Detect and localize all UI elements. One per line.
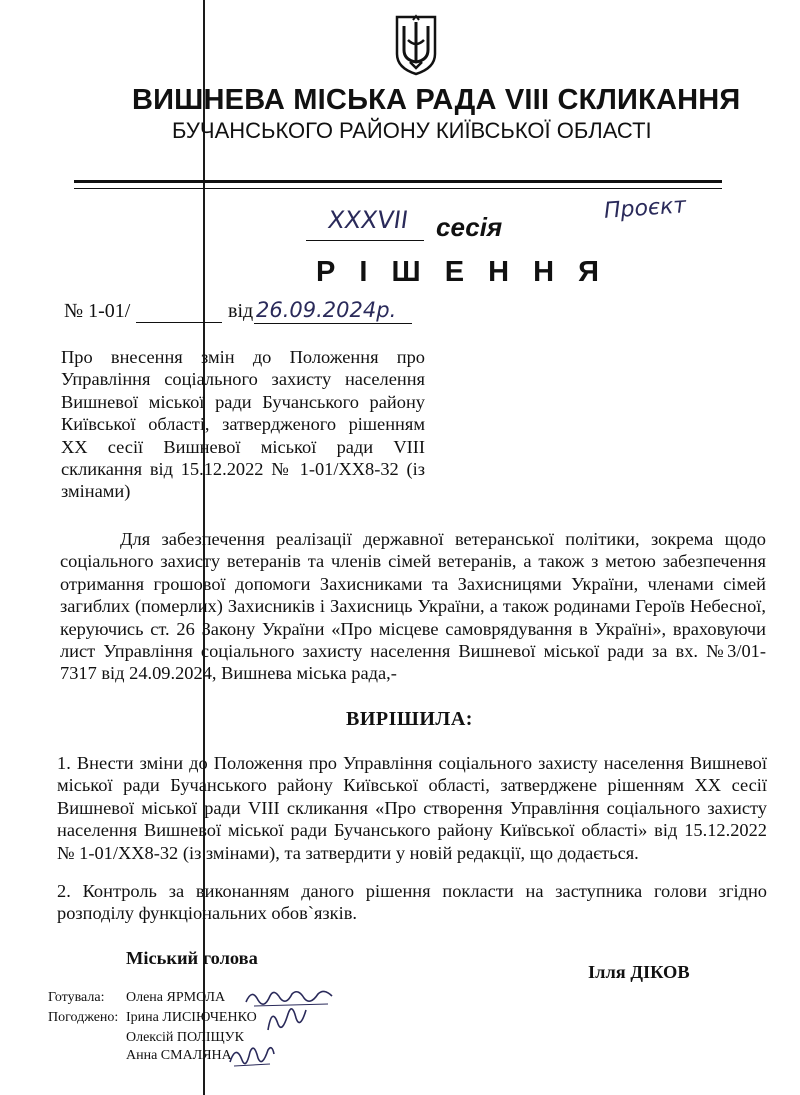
draft-stamp: Проєкт — [603, 193, 687, 224]
decision-item-1: 1. Внести зміни до Положення про Управління соціального захисту населення Вишневої міської ради Бучанського району Київської області, затверджене рішенням XX сесії Вишневої міської ради VIII скликання «Про створення Управління соціального захисту населення Вишневої міської ради Бучанського району Київської області» від 15.12.2022 № 1-01/XX8-32 (із змінами), та затвердити у новій редакції, що додається. — [57, 753, 767, 863]
prepared-label: Готувала: — [48, 990, 105, 1005]
coat-of-arms-icon — [394, 14, 438, 76]
agreed-name-1: Ірина ЛИСІЮЧЕНКО — [126, 1010, 257, 1025]
preamble — [60, 528, 766, 685]
document-date: 26.09.2024р. — [256, 298, 397, 322]
decided-heading: ВИРІШИЛА: — [346, 708, 473, 730]
agreed-label: Погоджено: — [48, 1010, 119, 1025]
signature-scribble — [262, 1000, 308, 1036]
document-title: Р І Ш Е Н Н Я — [316, 256, 607, 288]
preamble-paragraph: Для забезпечення реалізації державної ветеранської політики, зокрема щодо соціального захисту ветеранів та членів сімей ветеранів, а також з метою забезпечення отримання грошової допомоги Захисниками та Захисницями України, членами сімей загиблих (померлих) Захисників і Захисниць України, а також родинами Героїв Небесної, керуючись ст. 26 Закону України «Про місцеве самоврядування в Україні», враховуючи лист Управління соціального захисту населення Вишневої міської ради за вх. №3/01- 7317 від 24.09.2024, Вишнева міська рада,- — [60, 529, 766, 684]
agreed-name-3: Анна СМАЛЯНА — [126, 1048, 232, 1063]
date-underline — [254, 323, 412, 324]
date-label: від — [228, 300, 254, 322]
header-rule-thin — [74, 188, 722, 189]
agreed-name-2: Олексій ПОЛІЩУК — [126, 1030, 244, 1045]
session-underline — [306, 240, 424, 241]
decision-subject: Про внесення змін до Положення про Управління соціального захисту населення Вишневої міської ради Бучанського району Київської області, затвердженого рішенням XX сесії Вишневої міської ради VIII скликання від 15.12.2022 № 1-01/XX8-32 (із змінами) — [61, 347, 425, 502]
decision-item-2: 2. Контроль за виконанням даного рішення покласти на заступника голови згідно розподілу функціональних обов`язків. — [57, 881, 767, 924]
signature-scribble — [226, 1040, 276, 1072]
session-number: XXXVII — [326, 206, 410, 234]
mayor-name: Ілля ДІКОВ — [588, 962, 690, 982]
prepared-name: Олена ЯРМОЛА — [126, 990, 226, 1005]
council-region: БУЧАНСЬКОГО РАЙОНУ КИЇВСЬКОЇ ОБЛАСТІ — [172, 118, 652, 143]
header-rule-thick — [74, 180, 722, 183]
session-label: сесія — [436, 212, 503, 242]
document-number-blank — [136, 322, 222, 323]
mayor-position: Міський голова — [126, 948, 258, 968]
council-title: ВИШНЕВА МІСЬКА РАДА VIII СКЛИКАННЯ — [132, 84, 741, 116]
document-number-label: № 1-01/ — [64, 300, 131, 322]
